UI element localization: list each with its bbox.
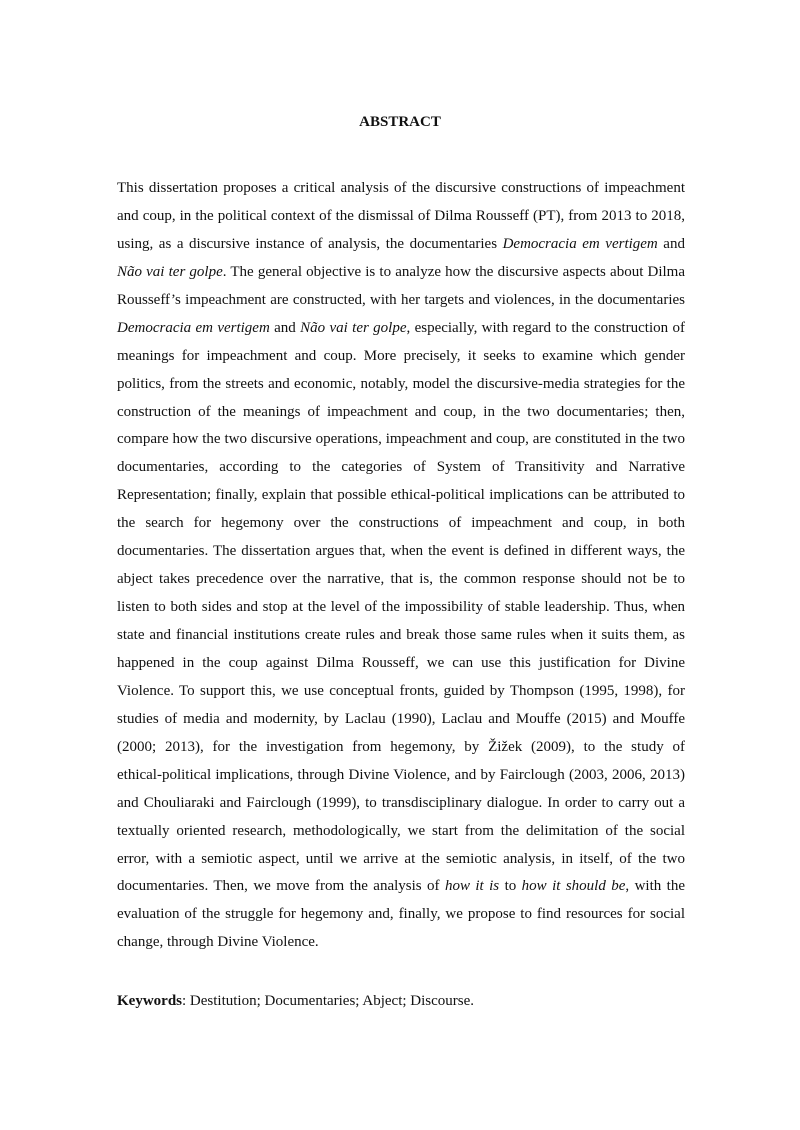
abstract-line <box>117 594 685 622</box>
text-segment: the search for hegemony over the constructions of impeachment and coup, in both <box>117 515 685 532</box>
text-segment: documentaries, according to the categories of System of Transitivity and Narrative <box>117 459 685 476</box>
text-segment: . The general objective is to analyze how the discursive aspects about Dilma <box>222 263 685 280</box>
text-segment: to <box>499 878 522 895</box>
text-segment: happened in the coup against Dilma Rousseff, we can use this justification for Divine <box>117 654 685 671</box>
text-segment: , especially, with regard to the construction of <box>406 319 685 336</box>
abstract-line <box>117 426 685 454</box>
text-segment: studies of media and modernity, by Laclau (1990), Laclau and Mouffe (2015) and Mouffe <box>117 710 685 727</box>
abstract-line <box>117 873 685 901</box>
abstract-line <box>117 454 685 482</box>
text-segment: and coup, in the political context of the dismissal of Dilma Rousseff (PT), from 2013 to 2018, <box>117 207 685 224</box>
abstract-line <box>117 734 685 762</box>
text-segment: documentaries. The dissertation argues that, when the event is defined in different ways, the <box>117 543 685 560</box>
text-segment: documentaries. Then, we move from the analysis of <box>117 878 445 895</box>
abstract-line <box>117 482 685 510</box>
abstract-body <box>117 175 685 957</box>
abstract-line <box>117 538 685 566</box>
abstract-line <box>117 650 685 678</box>
text-segment: and Chouliaraki and Fairclough (1999), to transdisciplinary dialogue. In order to carry out a <box>117 794 685 811</box>
keywords-text: : Destitution; Documentaries; Abject; Discourse. <box>182 993 475 1009</box>
italic-title: how it should be <box>521 878 626 895</box>
text-segment: and <box>657 235 685 252</box>
abstract-line <box>117 175 685 203</box>
text-segment: construction of the meanings of impeachment and coup, in the two documentaries; then, <box>117 403 685 420</box>
keywords-line <box>117 993 474 1010</box>
text-segment: meanings for impeachment and coup. More precisely, it seeks to examine which gender <box>117 347 685 364</box>
italic-title: Não vai ter golpe <box>117 263 223 280</box>
text-segment: Rousseff’s impeachment are constructed, with her targets and violences, in the documentaries <box>117 291 685 308</box>
abstract-line <box>117 706 685 734</box>
text-segment: textually oriented research, methodologically, we start from the delimitation of the social <box>117 822 685 839</box>
abstract-line <box>117 929 685 957</box>
text-segment: Violence. To support this, we use conceptual fronts, guided by Thompson (1995, 1998), for <box>117 682 685 699</box>
text-segment: abject takes precedence over the narrative, that is, the common response should not be to <box>117 571 685 588</box>
text-segment: Representation; finally, explain that possible ethical-political implications can be attributed to <box>117 487 685 504</box>
text-segment: politics, from the streets and economic, notably, model the discursive-media strategies for the <box>117 375 685 392</box>
text-segment: change, through Divine Violence. <box>117 934 319 951</box>
text-segment: (2000; 2013), for the investigation from hegemony, by Žižek (2009), to the study of <box>117 738 685 755</box>
abstract-line <box>117 818 685 846</box>
text-segment: and <box>269 319 301 336</box>
text-segment: listen to both sides and stop at the level of the impossibility of stable leadership. Thus, when <box>117 599 685 616</box>
abstract-line <box>117 287 685 315</box>
text-segment: using, as a discursive instance of analysis, the documentaries <box>117 235 503 252</box>
text-segment: , with the <box>625 878 685 895</box>
abstract-line <box>117 371 685 399</box>
abstract-line <box>117 399 685 427</box>
abstract-line <box>117 846 685 874</box>
italic-title: how it is <box>444 878 500 895</box>
abstract-line <box>117 343 685 371</box>
text-segment: state and financial institutions create rules and break those same rules when it suits them, as <box>117 627 685 643</box>
abstract-line <box>117 762 685 790</box>
abstract-line <box>117 566 685 594</box>
abstract-line <box>117 203 685 231</box>
text-segment: evaluation of the struggle for hegemony and, finally, we propose to find resources for social <box>117 906 685 923</box>
text-segment: This dissertation proposes a critical analysis of the discursive constructions of impeachment <box>117 180 685 196</box>
abstract-line <box>117 315 685 343</box>
keywords-label: Keywords <box>117 993 182 1009</box>
abstract-line <box>117 901 685 929</box>
italic-title: Democracia em vertigem <box>117 319 270 336</box>
italic-title: Não vai ter golpe <box>300 319 407 336</box>
abstract-heading: ABSTRACT <box>359 114 441 130</box>
abstract-line <box>117 790 685 818</box>
abstract-line <box>117 231 685 259</box>
italic-title: Democracia em vertigem <box>502 235 658 252</box>
abstract-line <box>117 510 685 538</box>
abstract-line <box>117 622 685 650</box>
text-segment: ethical-political implications, through Divine Violence, and by Fairclough (2003, 2006, 2013) <box>117 766 685 783</box>
text-segment: error, with a semiotic aspect, until we arrive at the semiotic analysis, in itself, of the two <box>117 850 685 867</box>
abstract-line <box>117 259 685 287</box>
text-segment: compare how the two discursive operations, impeachment and coup, are constituted in the two <box>117 431 685 448</box>
abstract-line <box>117 678 685 706</box>
